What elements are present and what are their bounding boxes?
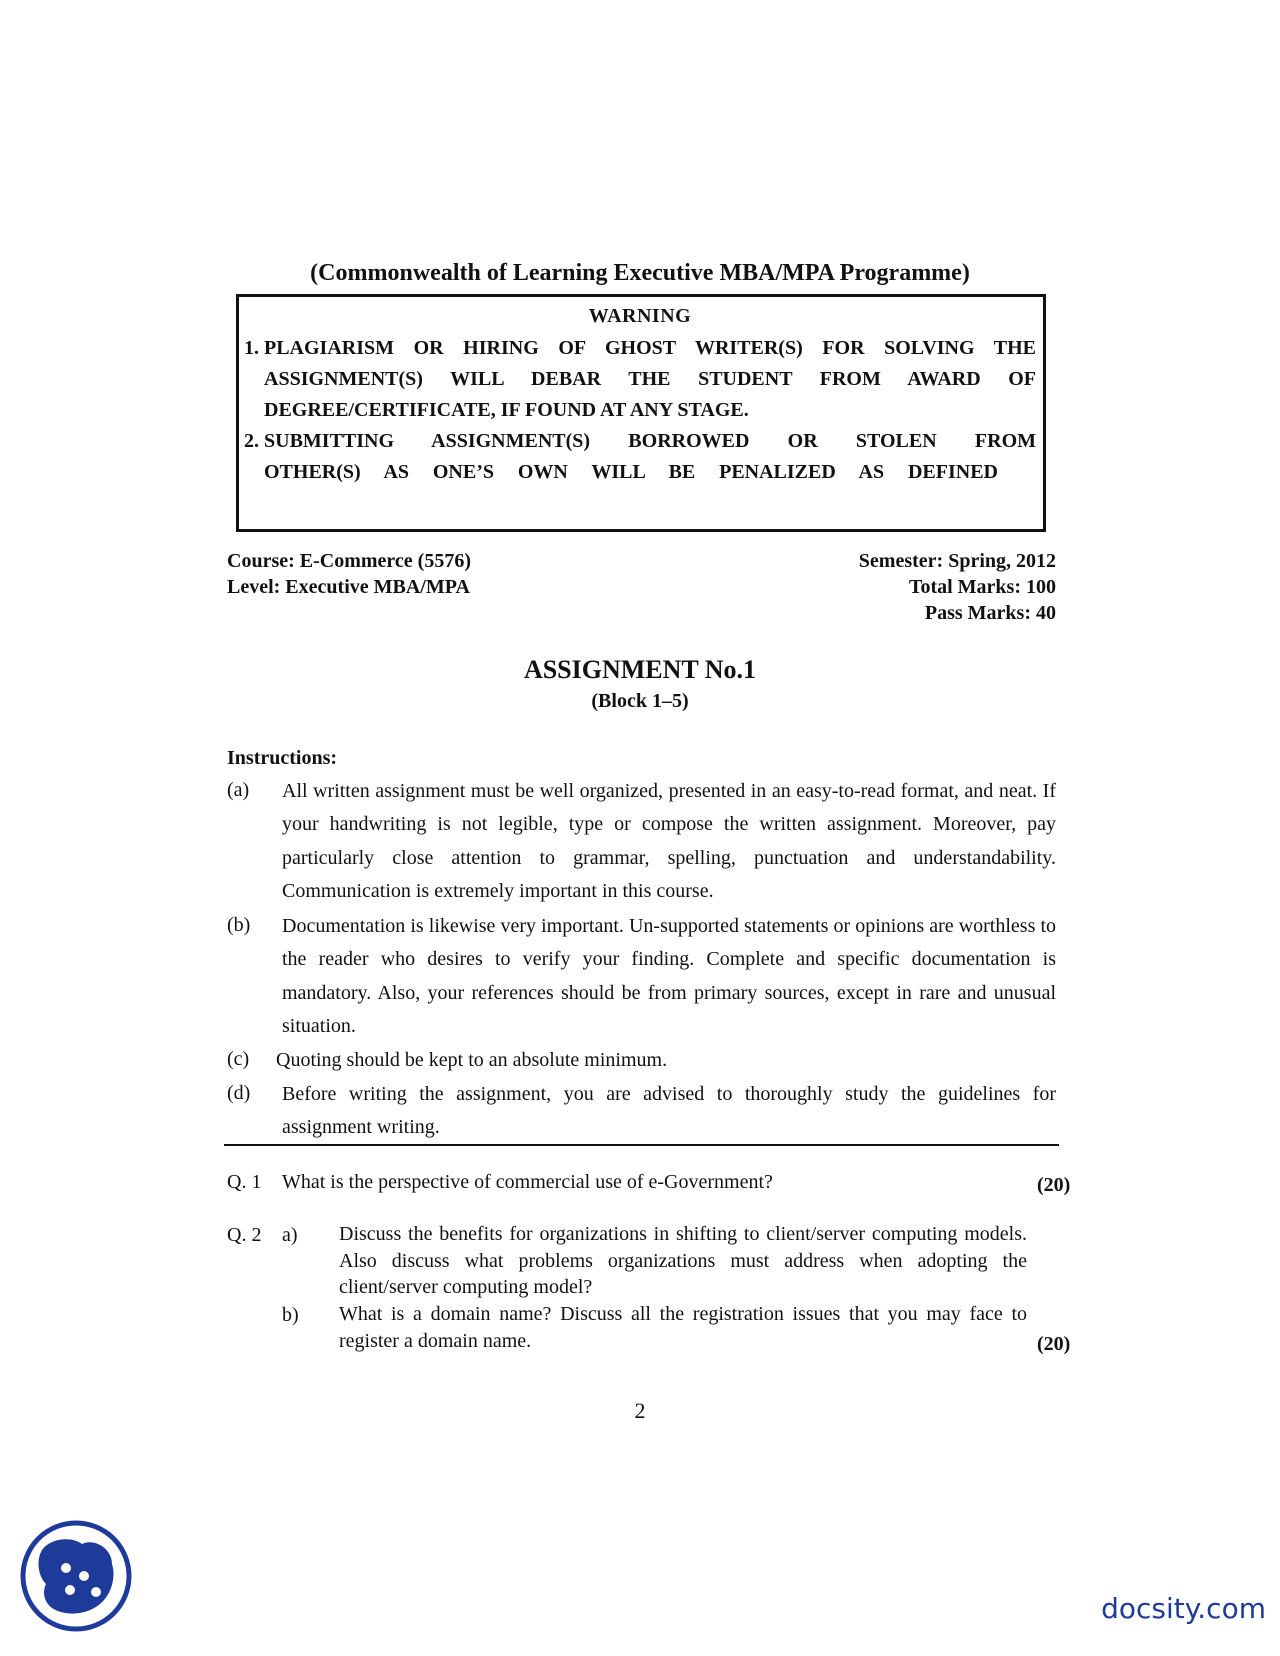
- instructions-heading: Instructions:: [227, 747, 338, 769]
- assignment-title: ASSIGNMENT No.1: [523, 655, 757, 684]
- course-label: Course: E-Commerce (5576): [227, 550, 471, 572]
- instruction-label: (a): [227, 779, 250, 801]
- warning-title: WARNING: [588, 305, 692, 327]
- instruction-text: Quoting should be kept to an absolute minimum.: [276, 1049, 668, 1071]
- warning-item-1-number: 1.: [244, 337, 259, 359]
- assignment-block: (Block 1–5): [591, 690, 689, 712]
- question-2-part-text: What is a domain name? Discuss all the registration issues that you may face to register a domain name.: [339, 1303, 1027, 1352]
- docsity-logo-icon: [20, 1520, 132, 1632]
- warning-item-1-line-2: ASSIGNMENT(S) WILL DEBAR THE STUDENT FROM AWARD OF: [264, 368, 1036, 390]
- question-1-label: Q. 1: [227, 1171, 262, 1193]
- warning-item-1-line-1: PLAGIARISM OR HIRING OF GHOST WRITER(S) FOR SOLVING THE: [264, 337, 1036, 359]
- question-2-part-text: Discuss the benefits for organizations in shifting to client/server computing models. Also discuss what problems organizations must address when adopting the client/server computing model?: [339, 1223, 1027, 1298]
- page-number: 2: [634, 1398, 646, 1423]
- question-2-part-label: b): [282, 1304, 299, 1326]
- programme-title: (Commonwealth of Learning Executive MBA/MPA Programme): [310, 260, 970, 286]
- warning-item-2-line-2: OTHER(S) AS ONE’S OWN WILL BE PENALIZED AS DEFINED: [264, 461, 998, 483]
- warning-item-2-number: 2.: [244, 430, 259, 452]
- instruction-label: (b): [227, 914, 251, 936]
- question-2-marks: (20): [1037, 1333, 1071, 1355]
- warning-item-2-line-1: SUBMITTING ASSIGNMENT(S) BORROWED OR STOLEN FROM: [264, 430, 1036, 452]
- instruction-text: All written assignment must be well organized, presented in an easy-to-read format, and neat. If your handwriting is not legible, type or compose the written assignment. Moreover, pay particularly close attention to grammar, spelling, punctuation and understandability. Communication is extremely important in this course.: [282, 780, 1056, 902]
- question-1-text: What is the perspective of commercial use of e-Government?: [282, 1171, 773, 1193]
- instruction-label: (d): [227, 1082, 251, 1104]
- warning-item-1-line-3: DEGREE/CERTIFICATE, IF FOUND AT ANY STAGE.: [264, 399, 749, 421]
- level-label: Level: Executive MBA/MPA: [227, 576, 470, 598]
- instruction-text: Documentation is likewise very important. Un-supported statements or opinions are worthless to the reader who desires to verify your finding. Complete and specific documentation is mandatory. Also, your references should be from primary sources, except in rare and unusual situation.: [282, 915, 1056, 1037]
- question-2-label: Q. 2: [227, 1224, 262, 1246]
- divider-line: [224, 1144, 1059, 1146]
- instruction-label: (c): [227, 1048, 250, 1070]
- docsity-brand-text[interactable]: docsity.com: [1101, 1592, 1266, 1625]
- pass-marks-label: Pass Marks: 40: [924, 602, 1056, 624]
- semester-label: Semester: Spring, 2012: [858, 550, 1056, 572]
- instruction-text: Before writing the assignment, you are advised to thoroughly study the guidelines for assignment writing.: [282, 1083, 1056, 1139]
- question-2-part-label: a): [282, 1224, 298, 1246]
- total-marks-label: Total Marks: 100: [908, 576, 1056, 598]
- question-1-marks: (20): [1037, 1174, 1071, 1196]
